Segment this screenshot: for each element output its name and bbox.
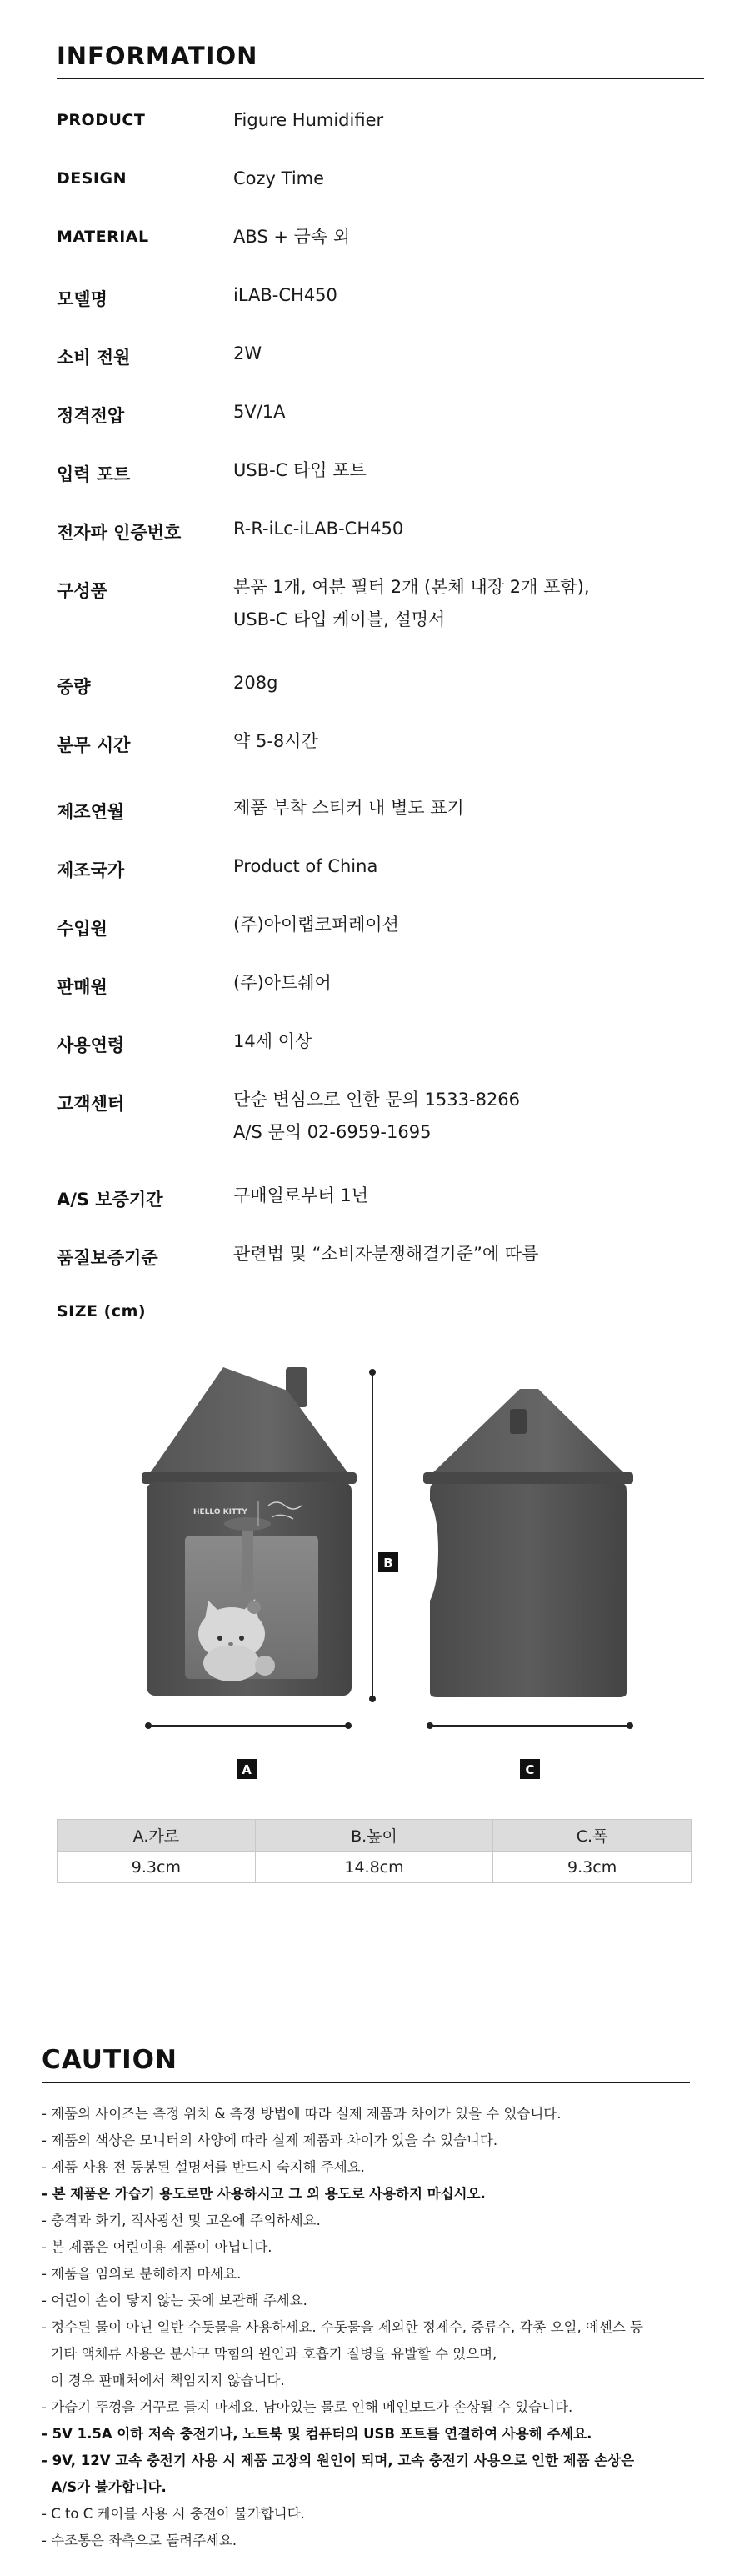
spec-value: (주)아이랩코퍼레이션 — [233, 915, 399, 935]
caution-item: - 본 제품은 가습기 용도로만 사용하시고 그 외 용도로 사용하지 마십시오. — [42, 2186, 486, 2202]
spec-label: 수입원 — [57, 919, 108, 939]
caution-list — [42, 2101, 700, 2554]
caution-item: - 어린이 손이 닿지 않는 곳에 보관해 주세요. — [42, 2293, 308, 2308]
spec-label: 고객센터 — [57, 1094, 125, 1114]
spec-value: 2W — [233, 343, 262, 363]
spec-label: 구성품 — [57, 581, 108, 601]
spec-value: 구매일로부터 1년 — [233, 1185, 369, 1205]
caution-item: - 가습기 뚜껑을 거꾸로 들지 마세요. 남아있는 물로 인해 메인보드가 손상될 수 있습니다. — [42, 2399, 573, 2415]
caution-item: 이 경우 판매처에서 책임지지 않습니다. — [42, 2373, 285, 2388]
value-width: 9.3cm — [58, 1852, 256, 1883]
spec-label: 전자파 인증번호 — [57, 523, 182, 543]
header-depth: C.폭 — [493, 1820, 692, 1852]
caution-item: A/S가 불가합니다. — [42, 2479, 167, 2495]
caution-item: - 제품의 색상은 모니터의 사양에 따라 실제 제품과 차이가 있을 수 있습니다. — [42, 2132, 498, 2148]
spec-value: 제품 부착 스티커 내 별도 표기 — [233, 798, 464, 818]
information-heading: INFORMATION — [57, 42, 258, 70]
spec-value: 관련법 및 “소비자분쟁해결기준”에 따름 — [233, 1244, 539, 1264]
caution-item: - 제품 사용 전 동봉된 설명서를 반드시 숙지해 주세요. — [42, 2159, 365, 2175]
spec-label: 제조연월 — [57, 802, 125, 822]
spec-value: (주)아트쉐어 — [233, 973, 332, 993]
spec-label: A/S 보증기간 — [57, 1190, 163, 1210]
spec-value: 208g — [233, 673, 278, 693]
header-height: B.높이 — [255, 1820, 493, 1852]
spec-value: ABS + 금속 외 — [233, 227, 351, 247]
header-width: A.가로 — [58, 1820, 256, 1852]
information-divider — [57, 78, 704, 79]
spec-value-line: 단순 변심으로 인한 문의 1533-8266 — [233, 1090, 521, 1110]
spec-label: 입력 포트 — [57, 464, 131, 484]
marker-b-label: B — [383, 1556, 393, 1571]
spec-value — [233, 1084, 520, 1149]
spec-label: 모델명 — [57, 289, 108, 309]
spec-value-line: 본품 1개, 여분 필터 2개 (본체 내장 2개 포함), — [233, 577, 590, 597]
spec-value: Figure Humidifier — [233, 110, 384, 130]
side-view-humidifier — [423, 1389, 633, 1697]
spec-value: iLAB-CH450 — [233, 285, 338, 305]
caution-item: - 제품의 사이즈는 측정 위치 & 측정 방법에 따라 실제 제품과 차이가 있을 수 있습니다. — [42, 2106, 562, 2122]
brand-label: HELLO KITTY — [193, 1508, 248, 1516]
product-dimension-figure — [0, 1359, 750, 1792]
spec-label: MATERIAL — [57, 228, 149, 246]
size-heading: SIZE (cm) — [57, 1302, 147, 1321]
spec-label: 분무 시간 — [57, 735, 131, 755]
caution-divider — [42, 2082, 690, 2083]
caution-item: - C to C 케이블 사용 시 충전이 불가합니다. — [42, 2506, 305, 2522]
caution-item: - 제품을 임의로 분해하지 마세요. — [42, 2266, 242, 2282]
caution-heading: CAUTION — [42, 2045, 178, 2075]
spec-value: R-R-iLc-iLAB-CH450 — [233, 519, 404, 539]
spec-label: 품질보증기준 — [57, 1248, 158, 1268]
value-height: 14.8cm — [255, 1852, 493, 1883]
caution-item: - 본 제품은 어린이용 제품이 아닙니다. — [42, 2239, 272, 2255]
spec-label: DESIGN — [57, 169, 128, 188]
marker-a-label: A — [242, 1762, 252, 1777]
dimension-table-values — [58, 1852, 692, 1883]
caution-item: - 충격과 화기, 직사광선 및 고온에 주의하세요. — [42, 2213, 321, 2228]
spec-value — [233, 571, 590, 636]
spec-label: PRODUCT — [57, 111, 146, 129]
dimension-table — [57, 1819, 692, 1883]
value-depth: 9.3cm — [493, 1852, 692, 1883]
spec-value: USB-C 타입 포트 — [233, 460, 367, 480]
dimension-table-header — [58, 1820, 692, 1852]
caution-item: - 정수된 물이 아닌 일반 수돗물을 사용하세요. 수돗물을 제외한 정제수, 증류수, 각종 오일, 에센스 등 — [42, 2319, 643, 2335]
spec-label: 사용연령 — [57, 1035, 125, 1055]
spec-label: 판매원 — [57, 977, 108, 997]
front-view-humidifier — [142, 1367, 357, 1696]
marker-c-label: C — [525, 1762, 535, 1777]
caution-item: - 9V, 12V 고속 충전기 사용 시 제품 고장의 원인이 되며, 고속 충전기 사용으로 인한 제품 손상은 — [42, 2453, 635, 2468]
spec-label: 중량 — [57, 677, 91, 697]
spec-value-line: USB-C 타입 케이블, 설명서 — [233, 609, 446, 629]
spec-value: 14세 이상 — [233, 1031, 312, 1051]
caution-item: 기타 액체류 사용은 분사구 막힘의 원인과 호흡기 질병을 유발할 수 있으며, — [42, 2346, 498, 2362]
spec-label: 제조국가 — [57, 860, 125, 880]
caution-item: - 수조통은 좌측으로 돌려주세요. — [42, 2533, 238, 2548]
spec-label: 소비 전원 — [57, 348, 131, 368]
spec-value: 약 5-8시간 — [233, 731, 318, 751]
spec-label: 정격전압 — [57, 406, 125, 426]
spec-value: Product of China — [233, 856, 378, 876]
spec-value: Cozy Time — [233, 168, 325, 188]
spec-value: 5V/1A — [233, 402, 286, 422]
caution-item: - 5V 1.5A 이하 저속 충전기나, 노트북 및 컴퓨터의 USB 포트를 연결하여 사용해 주세요. — [42, 2426, 592, 2442]
spec-value-line: A/S 문의 02-6959-1695 — [233, 1122, 432, 1142]
